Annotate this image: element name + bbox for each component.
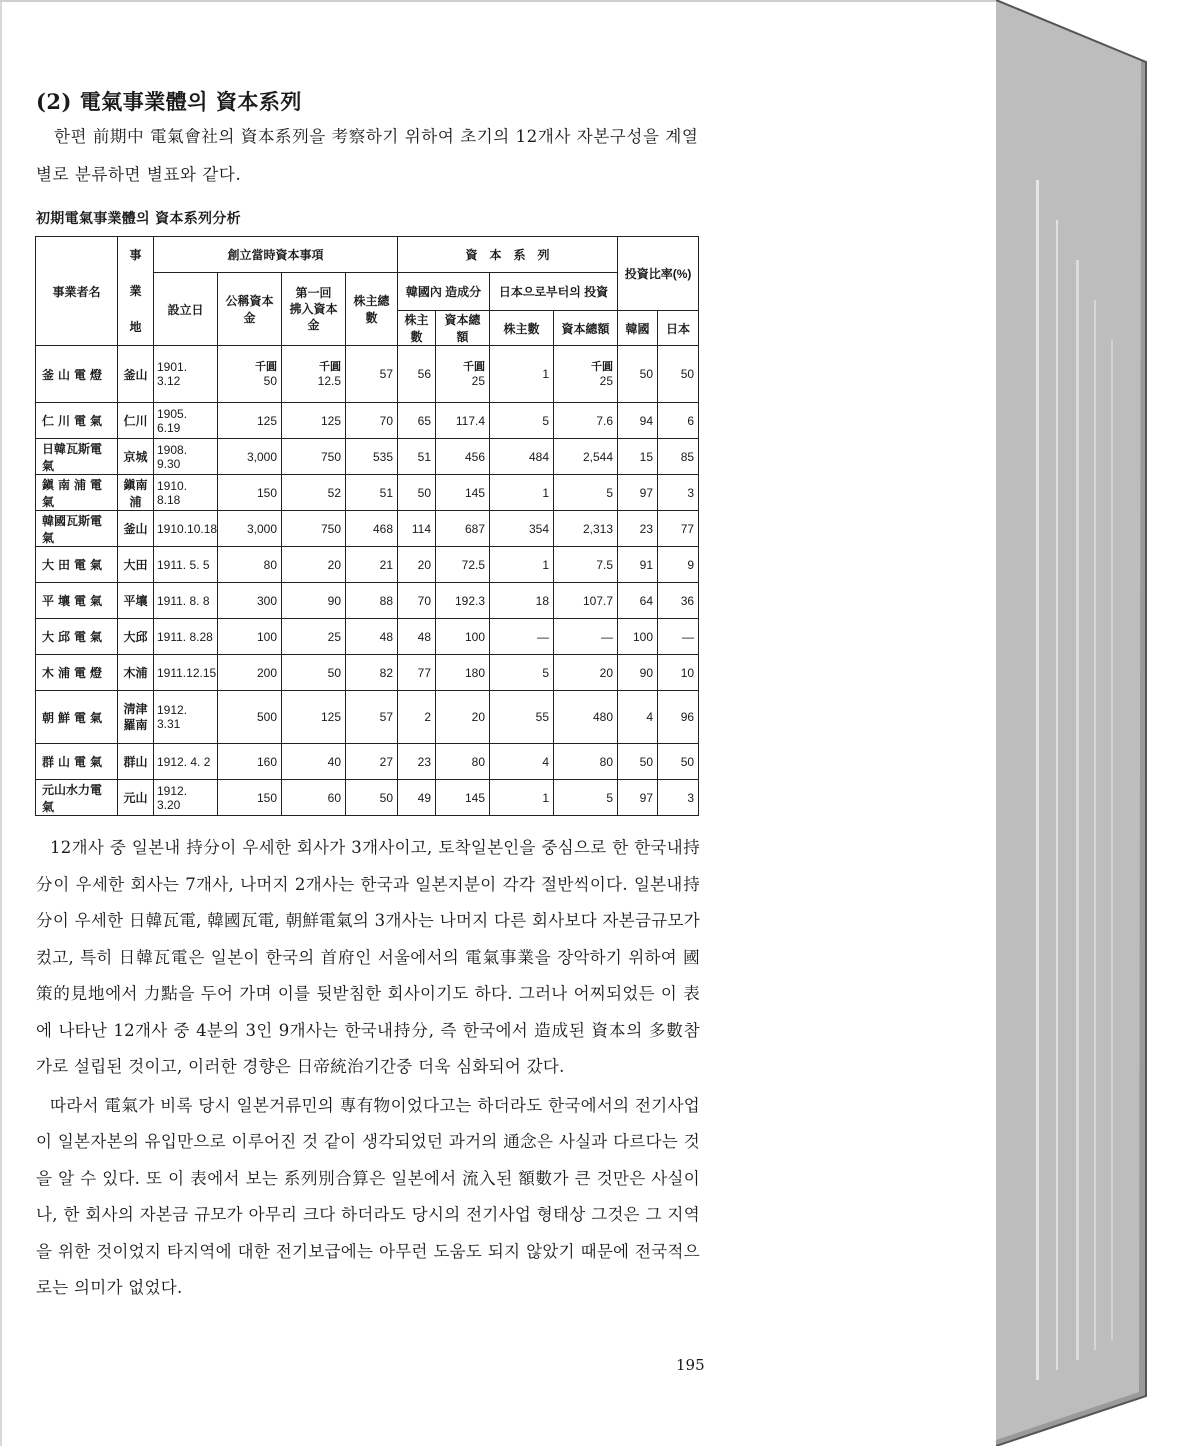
table-row: [36, 511, 699, 547]
jp-pct-cell: —: [658, 619, 699, 655]
jp-pct-cell: 3: [658, 780, 699, 816]
table-row: [36, 475, 699, 511]
header-loc: 事 業 地: [118, 237, 154, 346]
header-jp-count: 株主數: [490, 311, 554, 346]
nominal-cell: 200: [218, 655, 282, 691]
header-kr-total: 資本總額: [436, 311, 490, 346]
body-paragraph-1: 12개사 중 일본내 持分이 우세한 회사가 3개사이고, 토착일본인을 중심으로 한 한국내持分이 우세한 회사는 7개사, 나머지 2개사는 한국과 일본지분이 각각 절반씩이다. 일본내持分이 우세한 日韓瓦電, 韓國瓦電, 朝鮮電氣의 3개사는 나머지 다른 회사보다 자본금규모가 컸고, 특히 日韓瓦電은 일본이 한국의 首府인 서울에서의 電氣事業을 장악하기 위하여 國策的見地에서 力點을 두어 가며 이를 뒷받침한 회사이기도 하다. 그러나 어찌되었든 이 表에 나타난 12개사 중 4분의 3인 9개사는 한국내持分, 즉 한국에서 造成된 資本의 多數참가로 설립된 것이고, 이러한 경향은 日帝統治기간중 더욱 심화되어 갔다.: [36, 838, 700, 1076]
nominal-cell: 3,000: [218, 439, 282, 475]
kr-total-cell: 180: [436, 655, 490, 691]
first-paid-cell: 750: [282, 511, 346, 547]
header-date: 設立日: [154, 273, 218, 346]
name-cell: 木浦電燈: [36, 655, 118, 691]
loc-cell: 釜山: [118, 346, 154, 403]
body-text: [36, 830, 700, 1307]
table-body: [36, 346, 699, 816]
first-paid-cell: 125: [282, 403, 346, 439]
kr-pct-cell: 94: [618, 403, 658, 439]
jp-count-cell: 4: [490, 744, 554, 780]
kr-pct-cell: 97: [618, 475, 658, 511]
loc-cell: 鎭南浦: [118, 475, 154, 511]
nominal-cell: [218, 346, 282, 403]
shareholders-cell: 70: [346, 403, 398, 439]
kr-count-cell: 48: [398, 619, 436, 655]
page-left-edge: [0, 0, 2, 1446]
nominal-cell: 500: [218, 691, 282, 744]
table-row: [36, 439, 699, 475]
jp-pct-cell: 50: [658, 346, 699, 403]
kr-pct-cell: 23: [618, 511, 658, 547]
kr-total-cell: 145: [436, 780, 490, 816]
date-cell: 1905. 6.19: [154, 403, 218, 439]
page-number: 195: [676, 1356, 705, 1374]
first-paid-cell: 40: [282, 744, 346, 780]
intro-paragraph: [36, 118, 700, 194]
date-cell: 1911. 8. 8: [154, 583, 218, 619]
jp-total-cell: 7.5: [554, 547, 618, 583]
kr-count-cell: 56: [398, 346, 436, 403]
kr-total-cell: 20: [436, 691, 490, 744]
first-paid-cell: 50: [282, 655, 346, 691]
name-cell: 大邱電氣: [36, 619, 118, 655]
kr-pct-cell: 91: [618, 547, 658, 583]
table-row: [36, 547, 699, 583]
kr-count-cell: 77: [398, 655, 436, 691]
jp-total-cell: [554, 346, 618, 403]
date-cell: 1911. 8.28: [154, 619, 218, 655]
kr-count-cell: 50: [398, 475, 436, 511]
nominal-cell: 125: [218, 403, 282, 439]
jp-total-cell: 20: [554, 655, 618, 691]
jp-count-cell: 484: [490, 439, 554, 475]
jp-count-cell: 5: [490, 655, 554, 691]
date-cell: 1908. 9.30: [154, 439, 218, 475]
jp-total-cell: 7.6: [554, 403, 618, 439]
page-stack: [996, 0, 1192, 1446]
shareholders-cell: 27: [346, 744, 398, 780]
table-caption: 初期電氣事業體의 資本系列分析: [36, 211, 241, 227]
loc-cell: 大田: [118, 547, 154, 583]
loc-cell: 平壤: [118, 583, 154, 619]
body-paragraph-2: 따라서 電氣가 비록 당시 일본거류민의 專有物이었다고는 하더라도 한국에서의 전기사업이 일본자본의 유입만으로 이루어진 것 같이 생각되었던 과거의 通念은 사실과 다르다는 것을 알 수 있다. 또 이 表에서 보는 系列別合算은 일본에서 流入된 額數가 큰 것만은 사실이나, 한 회사의 자본금 규모가 아무리 크다 하더라도 당시의 전기사업 형태상 그것은 그 지역을 위한 것이었지 타지역에 대한 전기보급에는 아무런 도움도 되지 않았기 때문에 전국적으로는 의미가 없었다.: [36, 1095, 700, 1297]
jp-pct-cell: 85: [658, 439, 699, 475]
name-cell: 群山電氣: [36, 744, 118, 780]
first-paid-cell: 25: [282, 619, 346, 655]
table-row: [36, 619, 699, 655]
name-cell: 日韓瓦斯電氣: [36, 439, 118, 475]
jp-pct-cell: 10: [658, 655, 699, 691]
jp-total-cell: 5: [554, 780, 618, 816]
kr-pct-cell: 50: [618, 744, 658, 780]
header-japan: 日本: [658, 311, 699, 346]
loc-cell: 群山: [118, 744, 154, 780]
cell-value: 12.5: [317, 373, 341, 388]
nominal-cell: 80: [218, 547, 282, 583]
name-cell: 元山水力電氣: [36, 780, 118, 816]
kr-total-cell: 456: [436, 439, 490, 475]
date-cell: 1910. 8.18: [154, 475, 218, 511]
intro-text: 한편 前期中 電氣會社의 資本系列을 考察하기 위하여 초기의 12개사 자본구성을 계열별로 분류하면 별표와 같다.: [36, 127, 699, 184]
jp-pct-cell: 50: [658, 744, 699, 780]
loc-cell: 元山: [118, 780, 154, 816]
nominal-cell: 3,000: [218, 511, 282, 547]
first-paid-cell: [282, 346, 346, 403]
kr-count-cell: 114: [398, 511, 436, 547]
kr-pct-cell: 100: [618, 619, 658, 655]
date-cell: 1912. 3.31: [154, 691, 218, 744]
date-cell: 1912. 3.20: [154, 780, 218, 816]
header-shareholders: 株主總數: [346, 273, 398, 346]
loc-cell: 淸津 羅南: [118, 691, 154, 744]
jp-total-cell: 80: [554, 744, 618, 780]
kr-count-cell: 2: [398, 691, 436, 744]
kr-total-cell: 145: [436, 475, 490, 511]
jp-count-cell: 354: [490, 511, 554, 547]
jp-total-cell: 2,544: [554, 439, 618, 475]
jp-count-cell: 18: [490, 583, 554, 619]
kr-total-cell: [436, 346, 490, 403]
header-jp-total: 資本總額: [554, 311, 618, 346]
jp-count-cell: 1: [490, 346, 554, 403]
first-paid-cell: 60: [282, 780, 346, 816]
shareholders-cell: 51: [346, 475, 398, 511]
kr-count-cell: 70: [398, 583, 436, 619]
unit-label: 千圓: [463, 360, 486, 373]
name-cell: 平壤電氣: [36, 583, 118, 619]
kr-pct-cell: 64: [618, 583, 658, 619]
jp-count-cell: —: [490, 619, 554, 655]
jp-pct-cell: 96: [658, 691, 699, 744]
shareholders-cell: 21: [346, 547, 398, 583]
jp-count-cell: 1: [490, 475, 554, 511]
jp-total-cell: 5: [554, 475, 618, 511]
shareholders-cell: 468: [346, 511, 398, 547]
first-paid-cell: 125: [282, 691, 346, 744]
table-row: [36, 780, 699, 816]
kr-count-cell: 23: [398, 744, 436, 780]
shareholders-cell: 535: [346, 439, 398, 475]
jp-total-cell: 480: [554, 691, 618, 744]
header-founding-group: 創立當時資本事項: [154, 237, 398, 273]
table-row: [36, 583, 699, 619]
nominal-cell: 150: [218, 475, 282, 511]
kr-count-cell: 51: [398, 439, 436, 475]
name-cell: 釜山電燈: [36, 346, 118, 403]
nominal-cell: 150: [218, 780, 282, 816]
table-row: [36, 655, 699, 691]
unit-label: 千圓: [591, 360, 614, 373]
shareholders-cell: 50: [346, 780, 398, 816]
name-cell: 仁川電氣: [36, 403, 118, 439]
header-nominal: 公稱資本金: [218, 273, 282, 346]
page-top-edge: [0, 0, 996, 2]
date-cell: 1911.12.15: [154, 655, 218, 691]
shareholders-cell: 57: [346, 346, 398, 403]
kr-total-cell: 117.4: [436, 403, 490, 439]
jp-pct-cell: 3: [658, 475, 699, 511]
table-row: [36, 403, 699, 439]
jp-pct-cell: 6: [658, 403, 699, 439]
unit-label: 千圓: [255, 360, 277, 373]
kr-count-cell: 20: [398, 547, 436, 583]
nominal-cell: 300: [218, 583, 282, 619]
kr-pct-cell: 4: [618, 691, 658, 744]
table-row: [36, 744, 699, 780]
shareholders-cell: 82: [346, 655, 398, 691]
loc-cell: 仁川: [118, 403, 154, 439]
cell-value: 50: [263, 373, 277, 388]
table-row: [36, 346, 699, 403]
kr-total-cell: 192.3: [436, 583, 490, 619]
page-stack-graphic: [996, 0, 1192, 1446]
kr-total-cell: 100: [436, 619, 490, 655]
first-paid-cell: 90: [282, 583, 346, 619]
capital-series-table: [35, 236, 699, 816]
jp-total-cell: —: [554, 619, 618, 655]
kr-pct-cell: 50: [618, 346, 658, 403]
section-heading: (2) 電氣事業體의 資本系列: [36, 89, 302, 114]
jp-count-cell: 1: [490, 780, 554, 816]
date-cell: 1912. 4. 2: [154, 744, 218, 780]
kr-total-cell: 72.5: [436, 547, 490, 583]
header-japan-group: 日本으로부터의 投資: [490, 273, 618, 311]
header-first-paid: 第一回 拂入資本金: [282, 273, 346, 346]
first-paid-cell: 20: [282, 547, 346, 583]
header-korea-group: 韓國內 造成分: [398, 273, 490, 311]
name-cell: 鎭南浦電氣: [36, 475, 118, 511]
shareholders-cell: 88: [346, 583, 398, 619]
kr-count-cell: 49: [398, 780, 436, 816]
name-cell: 朝鮮電氣: [36, 691, 118, 744]
kr-pct-cell: 15: [618, 439, 658, 475]
kr-pct-cell: 90: [618, 655, 658, 691]
first-paid-cell: 52: [282, 475, 346, 511]
name-cell: 大田電氣: [36, 547, 118, 583]
jp-pct-cell: 9: [658, 547, 699, 583]
kr-total-cell: 80: [436, 744, 490, 780]
header-capital-group: 資 本 系 列: [398, 237, 618, 273]
cell-value: 25: [471, 373, 486, 388]
jp-count-cell: 5: [490, 403, 554, 439]
jp-count-cell: 1: [490, 547, 554, 583]
shareholders-cell: 57: [346, 691, 398, 744]
kr-count-cell: 65: [398, 403, 436, 439]
jp-total-cell: 107.7: [554, 583, 618, 619]
date-cell: 1910.10.18: [154, 511, 218, 547]
loc-cell: 木浦: [118, 655, 154, 691]
cell-value: 25: [599, 373, 614, 388]
loc-cell: 京城: [118, 439, 154, 475]
kr-total-cell: 687: [436, 511, 490, 547]
shareholders-cell: 48: [346, 619, 398, 655]
header-kr-count: 株主數: [398, 311, 436, 346]
jp-pct-cell: 36: [658, 583, 699, 619]
jp-count-cell: 55: [490, 691, 554, 744]
nominal-cell: 100: [218, 619, 282, 655]
header-korea: 韓國: [618, 311, 658, 346]
table-row: [36, 691, 699, 744]
date-cell: 1901. 3.12: [154, 346, 218, 403]
loc-cell: 大邱: [118, 619, 154, 655]
nominal-cell: 160: [218, 744, 282, 780]
header-name: 事業者名: [36, 237, 118, 346]
header-ratio-group: 投資比率(%): [618, 237, 699, 311]
name-cell: 韓國瓦斯電氣: [36, 511, 118, 547]
unit-label: 千圓: [319, 360, 341, 373]
date-cell: 1911. 5. 5: [154, 547, 218, 583]
kr-pct-cell: 97: [618, 780, 658, 816]
jp-total-cell: 2,313: [554, 511, 618, 547]
jp-pct-cell: 77: [658, 511, 699, 547]
first-paid-cell: 750: [282, 439, 346, 475]
loc-cell: 釜山: [118, 511, 154, 547]
